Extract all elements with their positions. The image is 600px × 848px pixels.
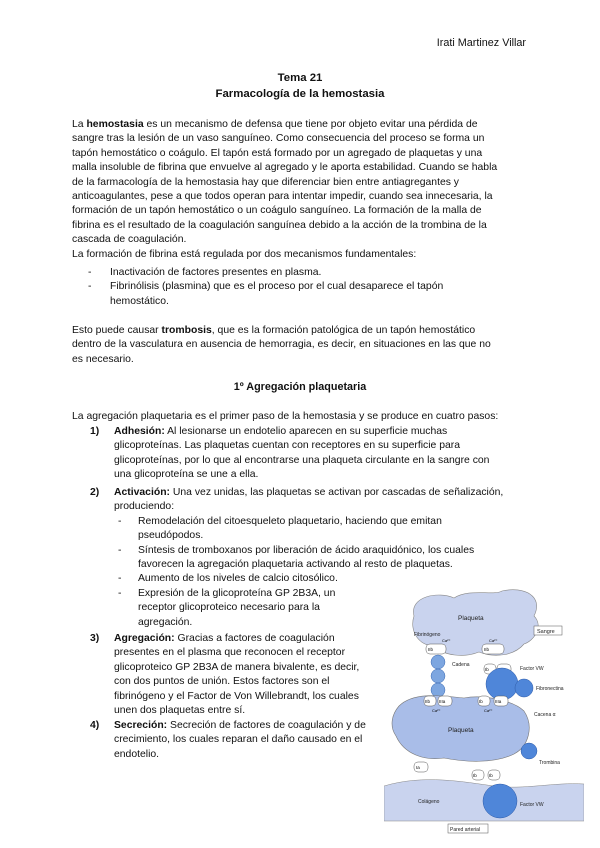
intro-line: La hemostasia es un mecanismo de defensa que tiene por objeto evitar una pérdida de [72, 119, 478, 130]
svg-text:IIIa: IIIa [495, 699, 502, 704]
trombina-sphere [521, 743, 537, 759]
intro-paragraph [72, 118, 528, 262]
sub-item-cont: agregación. [138, 616, 193, 628]
step-secretion: 4) Secreción: Secreción de factores de coagulación y de crecimiento, los cuales reparan el daño causado en el endotelio. [90, 720, 366, 760]
svg-text:IIb: IIb [425, 699, 431, 704]
step-aggregation: 3) Agregación: Gracias a factores de coagulación presentes en el plasma que reconocen el receptor glicoproteico GP 2B3A de manera bivalente, es decir, con dos puntos de unión. Estos factores son el fibrinógeno y el Factor de Von Willebrandt, los cuales unen dos plaquetas entre sí. [90, 633, 360, 717]
label-cacenas: Cacena α [534, 712, 556, 718]
svg-text:IIIa: IIIa [439, 699, 446, 704]
label-pared-arterial: Pared arterial [450, 827, 481, 833]
intro-line: La formación de fibrina está regulada por dos mecanismos fundamentales: [72, 248, 417, 260]
term-hemostasia: hemostasia [86, 119, 144, 130]
svg-text:Ib: Ib [473, 773, 477, 778]
svg-text:Ca²⁺: Ca²⁺ [484, 708, 493, 713]
intro-line: de la farmacología de la hemostasia hay que diferenciar bien entre antiagregantes y [72, 176, 460, 188]
label-fibrinogeno: Fibrinógeno [414, 632, 441, 638]
label-trombina: Trombina [539, 760, 560, 766]
sub-item: - Remodelación del citoesqueleto plaquetario, haciendo que emitan [118, 515, 442, 527]
fibrinogen-bead [431, 669, 445, 683]
label-factor-vw-top: Factor VW [520, 666, 544, 672]
list-item: - Inactivación de factores presentes en plasma. [88, 267, 322, 278]
list-item-continuation: hemostático. [110, 295, 169, 307]
thrombosis-paragraph: Esto puede causar trombosis, que es la formación patológica de un tapón hemostático dentro de la vasculatura en ausencia de hemorragia, es decir, en situaciones en las que no es necesario. [72, 325, 491, 365]
sub-item-cont: favorecen la agregación plaquetaria activando al resto de plaquetas. [138, 559, 453, 571]
intro-line: sangre tras la lesión de un vaso sanguíneo. Como consecuencia del proceso se forma un [72, 133, 485, 145]
intro-line: cascada de coagulación. [72, 234, 187, 246]
platelet-aggregation-diagram [384, 586, 584, 836]
factor-vw-sphere-bottom [483, 784, 517, 818]
svg-text:IIb: IIb [428, 647, 434, 652]
aggregation-intro: La agregación plaquetaria es el primer paso de la hemostasia y se produce en cuatro pasos: [72, 411, 499, 422]
svg-text:Ca²⁺: Ca²⁺ [432, 708, 441, 713]
sub-item: - Expresión de la glicoproteína GP 2B3A, un [118, 587, 336, 599]
intro-line: anticoagulantes, pese a que todos operan para intentar impedir, cuando sea innecesaria, la [72, 191, 493, 203]
step-adhesion: 1) Adhesión: Al lesionarse un endotelio aparecen en su superficie muchas glicoproteínas. Las plaquetas cuentan con receptores en su superficie para glicoproteínas, por lo que al encontrarse una plaqueta circulante en la sangre con una glicoproteína se une a ella. [90, 426, 490, 481]
sub-item: - Síntesis de tromboxanos por liberación de ácido araquidónico, los cuales [118, 544, 475, 556]
factor-vw-sphere-top [486, 668, 518, 700]
label-cadena: Cadena [452, 662, 470, 668]
intro-line: formación de un tapón hemostático o un coágulo sanguíneo. La formación de la malla de [72, 205, 482, 217]
section-heading: 1º Agregación plaquetaria [233, 381, 367, 393]
label-sangre: Sangre [537, 629, 555, 635]
fibrinogen-bead [431, 655, 445, 669]
step-activation: 2) Activación: Una vez unidas, las plaquetas se activan por cascadas de señalización, produciendo: - Remodelación del citoesqueleto plaquetario, haciendo que emitan pseudópodos. - Síntesis de tromboxanos por liberación de ácido araquidónico, los cuales favorecen la agregación plaquetaria activando al resto de plaquetas. - Aumento de los niveles de calcio citosólico. - Expresión de la glicoproteína GP 2B3A, un receptor glicoproteico necesario para la agregación. [90, 486, 530, 630]
fibrin-mechanisms-list [88, 266, 528, 309]
sub-item: - Aumento de los niveles de calcio citosólico. [118, 573, 338, 585]
topic-number: Tema 21 [277, 72, 323, 84]
intro-line: tapón hemostático o coágulo. El tapón está formado por un agregado de plaquetas y una [72, 147, 483, 159]
svg-text:IIb: IIb [484, 647, 490, 652]
fibronectina-sphere [515, 679, 533, 697]
label-colageno: Colágeno [418, 799, 440, 805]
svg-text:Ca²⁺: Ca²⁺ [442, 638, 451, 643]
svg-text:Ib: Ib [489, 773, 493, 778]
page-title: Farmacología de la hemostasia [215, 88, 385, 100]
sub-item-cont: receptor glicoproteico necesario para la [138, 602, 320, 614]
intro-line: fibrina es el resultado de la coagulación sanguínea debido a la acción de la trombina de la [72, 219, 487, 231]
label-fibronectina: Fibronectina [536, 686, 564, 692]
sub-item-cont: pseudópodos. [138, 530, 204, 542]
svg-text:Ib: Ib [485, 667, 489, 672]
svg-text:Ia: Ia [416, 765, 420, 770]
term-trombosis: trombosis [161, 325, 212, 336]
intro-line: malla insoluble de fibrina que envuelve al agregado y le aporta estabilidad. Cuando se habla [72, 162, 498, 174]
label-plaqueta-bottom: Plaqueta [448, 727, 474, 734]
author-name: Irati Martinez Villar [436, 37, 526, 49]
svg-text:Ca²⁺: Ca²⁺ [489, 638, 498, 643]
list-item: - Fibrinólisis (plasmina) que es el proceso por el cual desaparece el tapón [88, 281, 444, 293]
svg-text:Ib: Ib [479, 699, 483, 704]
fibrinogen-bead [431, 683, 445, 697]
label-plaqueta-top: Plaqueta [458, 615, 484, 622]
label-factor-vw-bottom: Factor VW [520, 802, 544, 808]
